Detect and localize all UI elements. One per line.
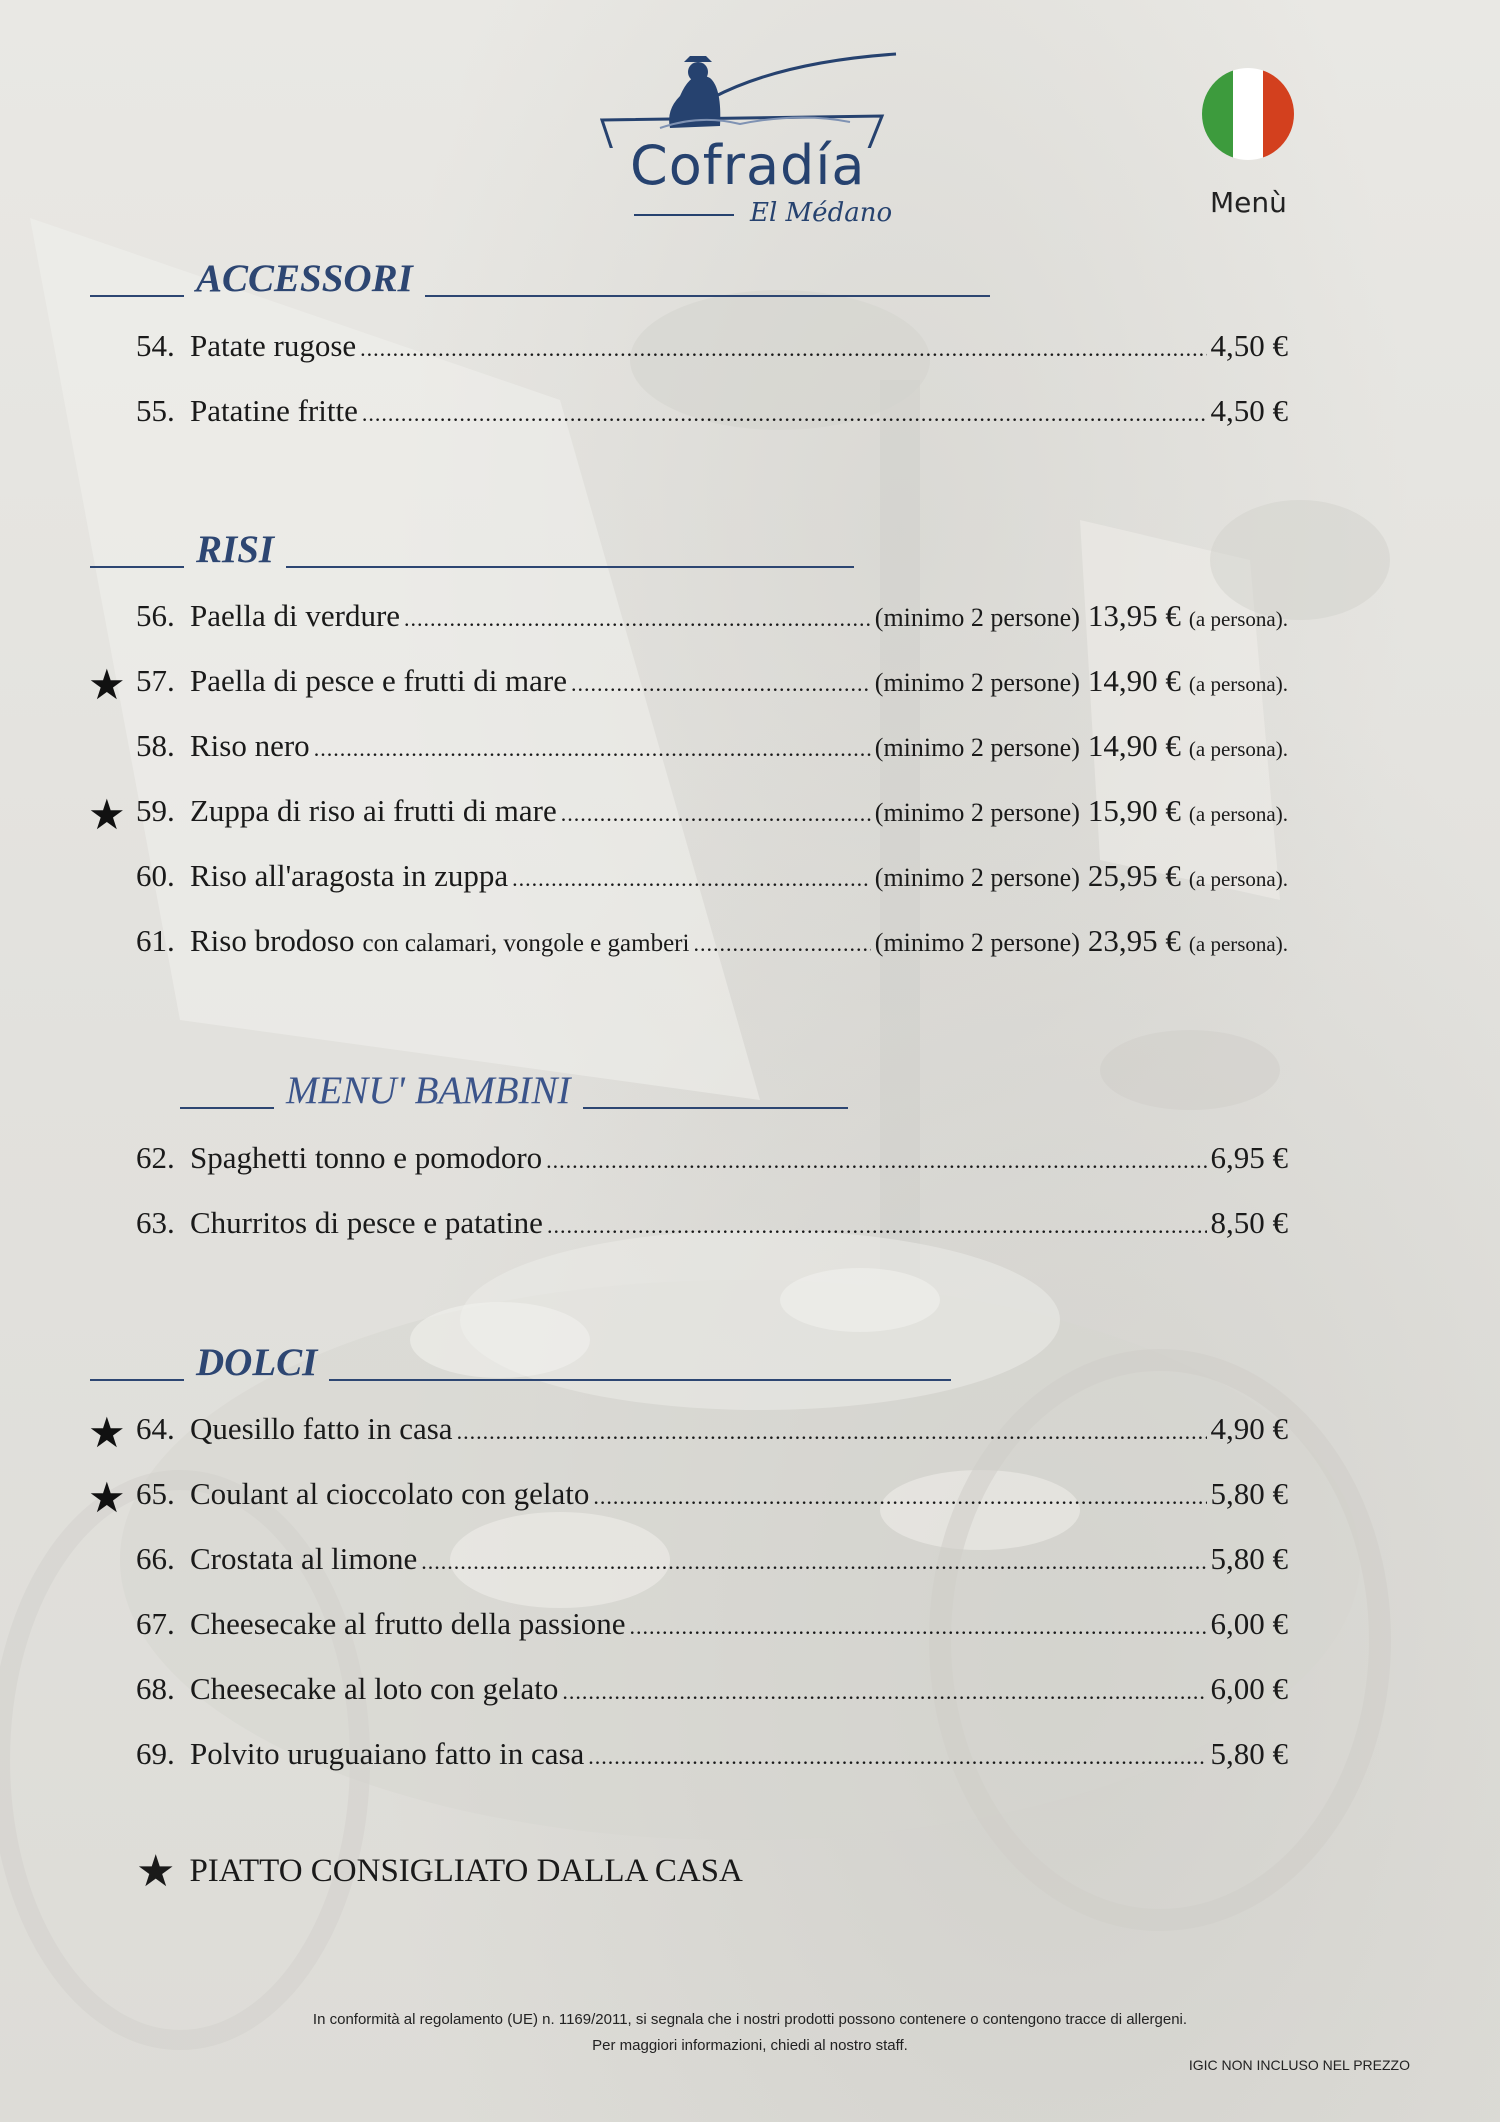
item-number: 55. — [136, 393, 175, 428]
menu-item — [136, 1606, 1288, 1656]
star-icon: ★ — [88, 663, 126, 709]
dot-leader — [547, 1205, 1207, 1241]
item-name: Riso brodoso — [190, 923, 355, 958]
item-number: 60. — [136, 858, 175, 893]
item-name: Zuppa di riso ai frutti di mare — [190, 793, 557, 828]
dot-leader — [314, 728, 871, 764]
item-number: 57. — [136, 663, 175, 698]
menu-item — [136, 1140, 1288, 1190]
item-per-person: (a persona). — [1188, 607, 1288, 631]
tax-note: IGIC NON INCLUSO NEL PREZZO — [1188, 2057, 1410, 2073]
star-icon: ★ — [88, 1476, 126, 1522]
item-per-person: (a persona). — [1188, 672, 1288, 696]
item-per-person: (a persona). — [1188, 802, 1288, 826]
item-number: 66. — [136, 1541, 175, 1576]
item-name: Cheesecake al frutto della passione — [190, 1606, 626, 1641]
item-price: 8,50 € — [1210, 1205, 1288, 1240]
menu-item — [136, 328, 1288, 378]
item-price: 6,95 € — [1210, 1140, 1288, 1175]
item-number: 54. — [136, 328, 175, 363]
item-number: 62. — [136, 1140, 175, 1175]
item-number: 68. — [136, 1671, 175, 1706]
item-price: 6,00 € — [1210, 1606, 1288, 1641]
menu-item — [136, 1671, 1288, 1721]
item-name: Riso nero — [190, 728, 310, 763]
item-price: 14,90 € — [1087, 728, 1181, 763]
item-price: 13,95 € — [1087, 598, 1181, 633]
dot-leader — [362, 393, 1207, 429]
item-price: 23,95 € — [1087, 923, 1181, 958]
menu-item — [136, 793, 1288, 843]
star-icon: ★ — [88, 1411, 126, 1457]
dot-leader — [571, 663, 871, 699]
menu-item — [136, 1476, 1288, 1526]
item-number: 64. — [136, 1411, 175, 1446]
menu-language-label: Menù — [1210, 186, 1287, 219]
dot-leader — [421, 1541, 1206, 1577]
item-number: 56. — [136, 598, 175, 633]
menu-item — [136, 663, 1288, 713]
item-minimum-note: (minimo 2 persone) — [874, 668, 1080, 697]
dot-leader — [546, 1140, 1206, 1176]
section-label: MENU' BAMBINI — [286, 1069, 571, 1112]
dot-leader — [512, 858, 871, 894]
dot-leader — [630, 1606, 1207, 1642]
item-price: 15,90 € — [1087, 793, 1181, 828]
menu-item — [136, 1205, 1288, 1255]
item-number: 59. — [136, 793, 175, 828]
legend-text: PIATTO CONSIGLIATO DALLA CASA — [189, 1853, 743, 1889]
section-title-dolci — [90, 1340, 951, 1385]
item-price: 14,90 € — [1087, 663, 1181, 698]
item-name: Coulant al cioccolato con gelato — [190, 1476, 590, 1511]
item-price: 5,80 € — [1210, 1736, 1288, 1771]
item-minimum-note: (minimo 2 persone) — [874, 798, 1080, 827]
menu-item — [136, 728, 1288, 778]
item-per-person: (a persona). — [1188, 867, 1288, 891]
logo-divider — [634, 214, 734, 216]
item-minimum-note: (minimo 2 persone) — [874, 928, 1080, 957]
section-title-risi — [90, 527, 854, 572]
section-label: RISI — [196, 528, 275, 571]
item-name: Spaghetti tonno e pomodoro — [190, 1140, 543, 1175]
allergen-notice: In conformità al regolamento (UE) n. 1169/2011, si segnala che i nostri prodotti possono contenere o contengono tracce di allergeni. — [312, 2011, 1188, 2028]
recommended-legend — [136, 1846, 743, 1897]
item-number: 69. — [136, 1736, 175, 1771]
item-minimum-note: (minimo 2 persone) — [874, 733, 1080, 762]
item-name: Paella di pesce e frutti di mare — [190, 663, 568, 698]
italian-flag-icon[interactable] — [1202, 68, 1294, 160]
item-description: con calamari, vongole e gamberi — [362, 930, 690, 957]
menu-item — [136, 923, 1288, 973]
item-price: 6,00 € — [1210, 1671, 1288, 1706]
dot-leader — [593, 1476, 1206, 1512]
item-name: Churritos di pesce e patatine — [190, 1205, 543, 1240]
fisherman-boat-icon — [600, 48, 900, 148]
dot-leader — [360, 328, 1206, 364]
item-name: Patate rugose — [190, 328, 357, 363]
section-title-accessori — [90, 256, 990, 301]
dot-leader — [457, 1411, 1207, 1447]
menu-item — [136, 858, 1288, 908]
star-icon: ★ — [88, 793, 126, 839]
item-name: Riso all'aragosta in zuppa — [190, 858, 509, 893]
item-price: 25,95 € — [1087, 858, 1181, 893]
section-label: ACCESSORI — [196, 257, 413, 300]
item-name: Crostata al limone — [190, 1541, 418, 1576]
menu-item — [136, 1541, 1288, 1591]
item-name: Polvito uruguaiano fatto in casa — [190, 1736, 585, 1771]
section-label: DOLCI — [196, 1341, 318, 1384]
item-price: 4,50 € — [1210, 393, 1288, 428]
menu-item — [136, 1411, 1288, 1461]
dot-leader — [404, 598, 871, 634]
item-number: 61. — [136, 923, 175, 958]
dot-leader — [693, 923, 870, 959]
item-minimum-note: (minimo 2 persone) — [874, 603, 1080, 632]
item-number: 63. — [136, 1205, 175, 1240]
dot-leader — [562, 1671, 1206, 1707]
logo-subtitle: El Médano — [750, 198, 893, 228]
item-name: Cheesecake al loto con gelato — [190, 1671, 559, 1706]
menu-item — [136, 393, 1288, 443]
allergen-contact-note: Per maggiori informazioni, chiedi al nostro staff. — [592, 2037, 908, 2054]
item-number: 65. — [136, 1476, 175, 1511]
item-price: 4,50 € — [1210, 328, 1288, 363]
item-name: Quesillo fatto in casa — [190, 1411, 453, 1446]
item-per-person: (a persona). — [1188, 737, 1288, 761]
item-number: 58. — [136, 728, 175, 763]
item-name: Patatine fritte — [190, 393, 358, 428]
item-price: 4,90 € — [1210, 1411, 1288, 1446]
section-title-bambini — [180, 1068, 848, 1113]
item-price: 5,80 € — [1210, 1541, 1288, 1576]
item-name: Paella di verdure — [190, 598, 401, 633]
dot-leader — [561, 793, 871, 829]
item-minimum-note: (minimo 2 persone) — [874, 863, 1080, 892]
menu-item — [136, 1736, 1288, 1786]
restaurant-logo — [600, 48, 900, 228]
dot-leader — [588, 1736, 1206, 1772]
menu-item — [136, 598, 1288, 648]
star-icon: ★ — [136, 1847, 176, 1896]
logo-wordmark: Cofradía — [630, 134, 866, 197]
item-per-person: (a persona). — [1188, 932, 1288, 956]
item-price: 5,80 € — [1210, 1476, 1288, 1511]
item-number: 67. — [136, 1606, 175, 1641]
